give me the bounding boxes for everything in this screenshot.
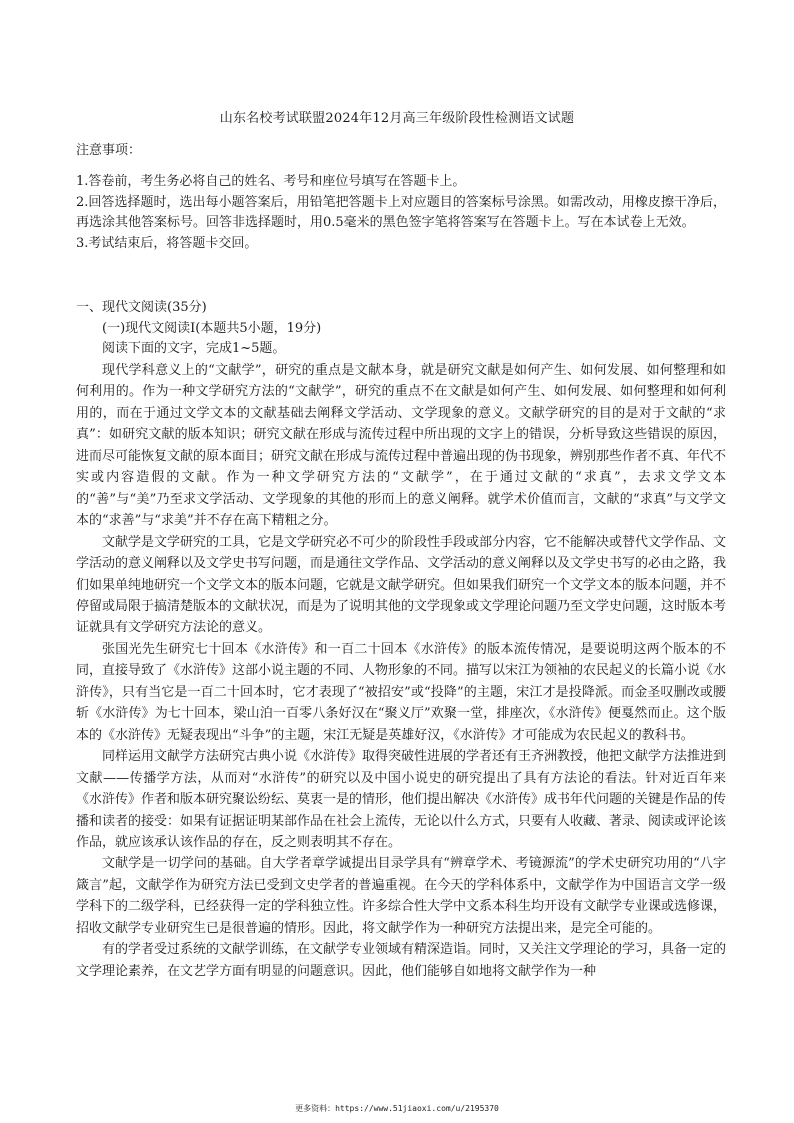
notice-item: 2.回答选择题时，选出每小题答案后，用铅笔把答题卡上对应题目的答案标号涂黑。如需改动，用橡皮擦干净后，再选涂其他答案标号。回答非选择题时，用0.5毫米的黑色签字笔将答案写在答题卡上。写在本试卷上无效。 <box>76 194 726 230</box>
reading-passage <box>76 360 726 982</box>
notice-item: 3.考试结束后，将答题卡交回。 <box>76 235 258 251</box>
notice-item: 1.答卷前，考生务必将自己的姓名、考号和座位号填写在答题卡上。 <box>76 174 466 189</box>
reading-section-header <box>76 298 726 360</box>
notice-list <box>76 172 726 254</box>
passage-paragraph: 文献学是文学研究的工具，它是文学研究必不可少的阶段性手段或部分内容，它不能解决或替代文学作品、文学活动的意义阐释以及文学史书写问题，而是通往文学作品、文学活动的意义阐释以及文学史书写的必由之路，我们如果单纯地研究一个文学文本的版本问题，它就是文献学研究。但如果我们研究一个文学文本的版本问题，并不停留或局限于搞清楚版本的文献状况，而是为了说明其他的文学现象或文学理论问题乃至文学史问题，这时版本考证就具有文学研究方法论的意义。 <box>76 534 727 636</box>
passage-paragraph: 文献学是一切学问的基础。自大学者章学诚提出目录学具有“辨章学术、考镜源流”的学术史研究功用的“八字箴言”起，文献学作为研究方法已受到文史学者的普遍重视。在今天的学科体系中，文献学作为中国语言文学一级学科下的二级学科，已经获得一定的学科独立性。许多综合性大学中文系本科生均开设有文献学专业课或选修课，招收文献学专业研究生已是很普遍的情形。因此，将文献学作为一种研究方法提出来，是完全可能的。 <box>76 856 727 936</box>
passage-paragraph: 现代学科意义上的“文献学”，研究的重点是文献本身，就是研究文献是如何产生、如何发展、如何整理和如何利用的。作为一种文学研究方法的“文献学”，研究的重点不在文献是如何产生、如何发展、如何整理和如何利用的，而在于通过文学文本的文献基础去阐释文学活动、文学现象的意义。文献学研究的目的是对于文献的“求真”：如研究文献的版本知识；研究文献在形成与流传过程中所出现的文字上的错误，分析导致这些错误的原因，进而尽可能恢复文献的原本面目；研究文献在形成与流传过程中普遍出现的伪书现象，辨别那些作者不真、年代不实或内容造假的文献。作为一种文学研究方法的“文献学”，在于通过文献的“求真”，去求文学文本的“善”与“美”乃至求文学活动、文学现象的其他的形而上的意义阐释。就学术价值而言，文献的“求真”与文学文本的“求善”与“求美”并不存在高下精粗之分。 <box>76 363 727 529</box>
exam-title: 山东名校考试联盟2024年12月高三年级阶段性检测语文试题 <box>219 111 575 126</box>
notice-heading: 注意事项： <box>76 143 142 158</box>
passage-paragraph: 同样运用文献学方法研究古典小说《水浒传》取得突破性进展的学者还有王齐洲教授，他把文献学方法推进到文献——传播学方法，从而对“水浒传”的研究以及中国小说史的研究提出了具有方法论的看法。针对近百年来《水浒传》作者和版本研究聚讼纷纭、莫衷一是的情形，他们提出解决《水浒传》成书年代问题的关键是作品的传播和读者的接受：如果有证据证明某部作品在社会上流传，无论以什么方式，只要有人收藏、著录、阅读或评论该作品，就应该承认该作品的存在，反之则表明其不存在。 <box>76 749 727 850</box>
passage-paragraph: 有的学者受过系统的文献学训练，在文献学专业领域有精深造诣。同时，又关注文学理论的学习，具备一定的文学理论素养，在文艺学方面有明显的问题意识。因此，他们能够自如地将文献学作为一种 <box>76 942 727 979</box>
footer-source-link: 更多资料：https://www.51jiaoxi.com/u/2195370 <box>295 1104 499 1113</box>
passage-paragraph: 张国光先生研究七十回本《水浒传》和一百二十回本《水浒传》的版本流传情况，是要说明这两个版本的不同，直接导致了《水浒传》这部小说主题的不同、人物形象的不同。描写以宋江为领袖的农民起义的长篇小说《水浒传》，只有当它是一百二十回本时，它才表现了“被招安”或“投降”的主题，宋江才是投降派。而金圣叹删改或腰斩《水浒传》为七十回本，梁山泊一百零八条好汉在“聚义厅”欢聚一堂，排座次，《水浒传》便戛然而止。这个版本的《水浒传》无疑表现出“斗争”的主题，宋江无疑是英雄好汉，《水浒传》才可能成为农民起义的教科书。 <box>76 641 727 743</box>
section-heading: 一、现代文阅读(35分) <box>76 300 207 315</box>
reading-instruction: 阅读下面的文字，完成1~5题。 <box>102 341 286 356</box>
subsection-heading: (一)现代文阅读Ⅰ(本题共5小题，19分) <box>102 320 322 336</box>
